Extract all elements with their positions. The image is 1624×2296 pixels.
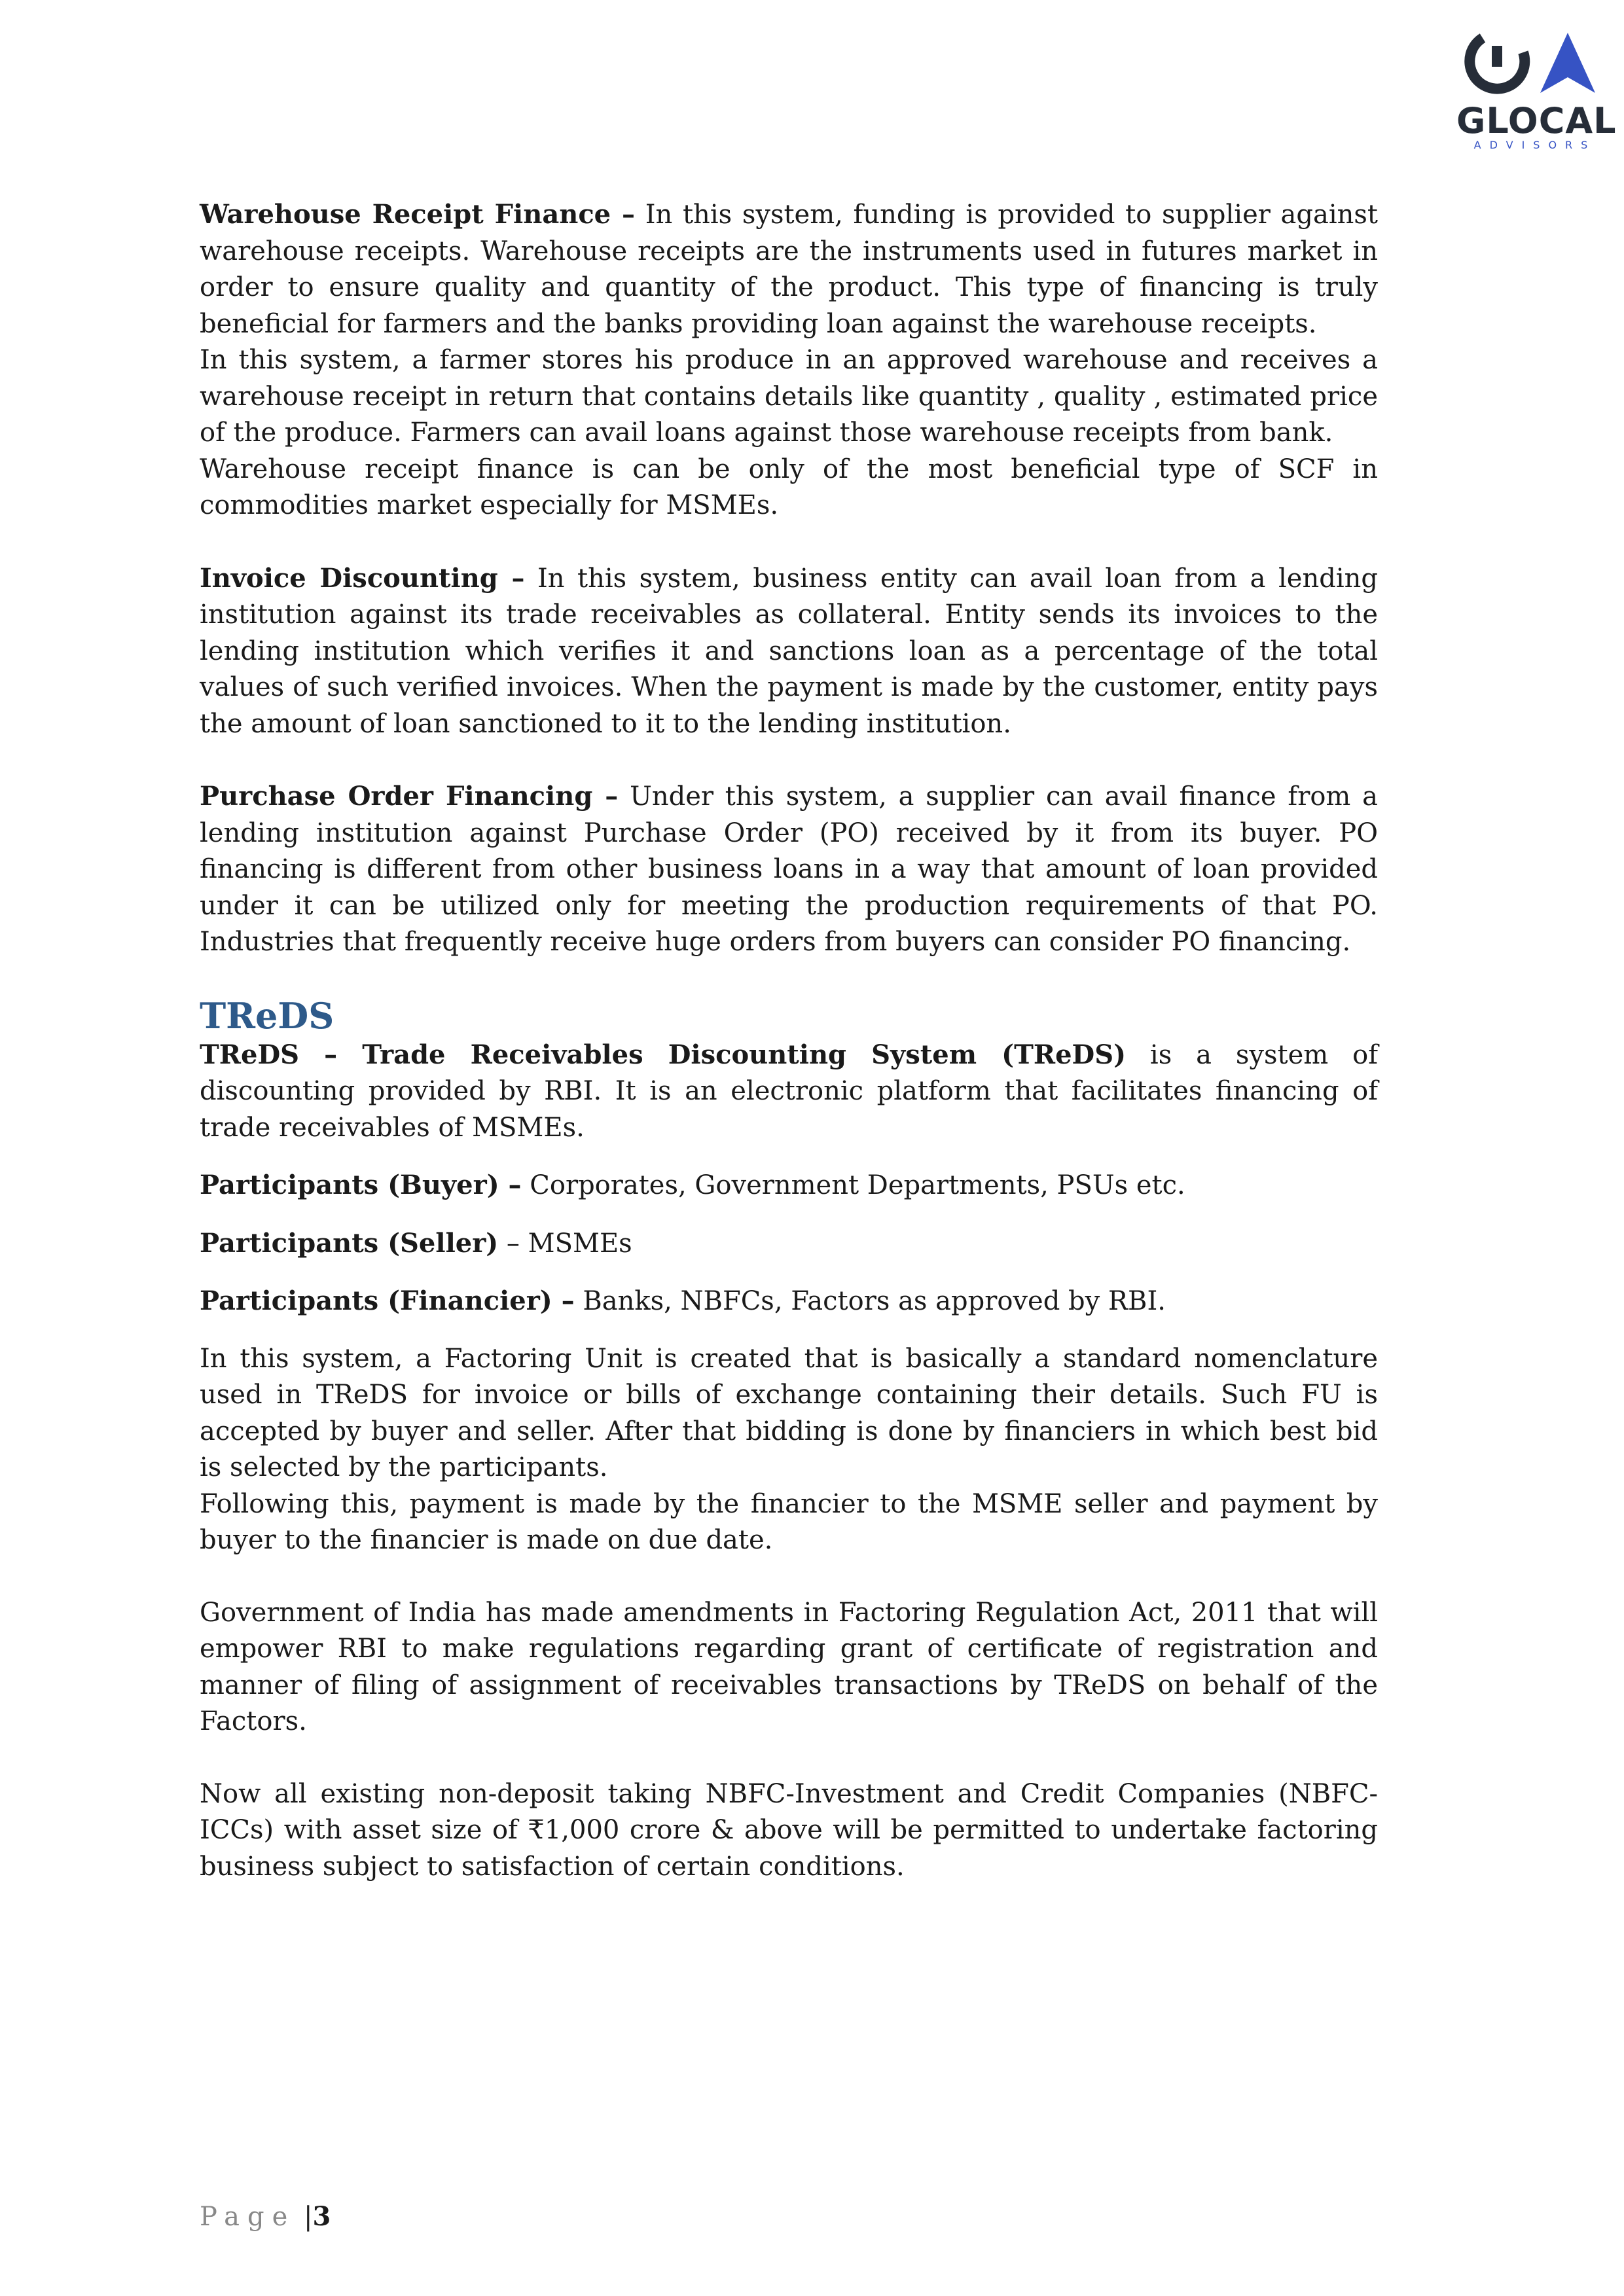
treds-intro-paragraph bbox=[200, 1037, 1378, 1147]
participants-buyer-text: Corporates, Government Departments, PSUs etc. bbox=[521, 1170, 1185, 1200]
participants-buyer bbox=[200, 1167, 1378, 1204]
nbfc-paragraph: Now all existing non-deposit taking NBFC-Investment and Credit Companies (NBFC-ICCs) with asset size of ₹1,000 crore & above will be permitted to undertake factoring business subject to satisfaction of certain conditions. bbox=[200, 1778, 1378, 1882]
po-text: Under this system, a supplier can avail finance from a lending institution against Purchase Order (PO) received by it from its buyer. PO financing is different from other business loans in a way that amount of loan provided under it can be utilized only for meeting the production requirements of that PO. Industries that frequently receive huge orders from buyers can consider PO financing. bbox=[200, 781, 1378, 957]
glocal-advisors-logo bbox=[1456, 26, 1617, 157]
participants-seller-label: Participants (Seller) bbox=[200, 1227, 499, 1259]
page-footer bbox=[200, 2200, 331, 2233]
page-separator: | bbox=[303, 2202, 313, 2232]
logo-name: GLOCAL bbox=[1456, 100, 1617, 141]
warehouse-text-1: In this system, funding is provided to supplier against warehouse receipts. Warehouse receipts are the instruments used in futures market in order to ensure quality and quantity of the product. This type of financing is truly beneficial for farmers and the banks providing loan against the warehouse receipts. bbox=[200, 200, 1379, 339]
treds-intro-text: is a system of discounting provided by RBI. It is an electronic platform that facilitates financing of trade receivables of MSMEs. bbox=[200, 1039, 1378, 1143]
treds-intro-bold: TReDS – Trade Receivables Discounting System (TReDS) bbox=[200, 1039, 1127, 1070]
logo-tagline: ADVISORS bbox=[1473, 139, 1597, 151]
participants-buyer-label: Participants (Buyer) – bbox=[200, 1170, 522, 1200]
government-paragraph: Government of India has made amendments in Factoring Regulation Act, 2011 that will empower RBI to make regulations regarding grant of certificate of registration and manner of filing of assignment of receivables transactions by TReDS on behalf of the Factors. bbox=[200, 1597, 1378, 1736]
treds-heading: TReDS bbox=[200, 994, 334, 1037]
warehouse-title: Warehouse Receipt Finance – bbox=[200, 199, 636, 230]
participants-seller-text: – MSMEs bbox=[498, 1228, 632, 1259]
page-number: 3 bbox=[312, 2201, 331, 2232]
participants-financier-text: Banks, NBFCs, Factors as approved by RBI. bbox=[574, 1286, 1166, 1316]
warehouse-paragraph-2: In this system, a farmer stores his produce in an approved warehouse and receives a warehouse receipt in return that contains details like quantity , quality , estimated price of the produce. Farmers can avail loans against those warehouse receipts from bank. bbox=[200, 345, 1378, 448]
po-paragraph bbox=[200, 778, 1378, 961]
page-content bbox=[200, 196, 1378, 1885]
glocal-logo-mark-icon bbox=[1456, 26, 1614, 105]
po-title: Purchase Order Financing – bbox=[200, 781, 619, 812]
participants-financier-label: Participants (Financier) – bbox=[200, 1285, 575, 1316]
invoice-paragraph bbox=[200, 560, 1378, 743]
following-paragraph: Following this, payment is made by the financier to the MSME seller and payment by buyer to the financier is made on due date. bbox=[200, 1488, 1378, 1555]
participants-financier bbox=[200, 1283, 1378, 1320]
page-label: Page bbox=[200, 2202, 296, 2232]
warehouse-paragraph-1 bbox=[200, 196, 1378, 342]
participants-seller bbox=[200, 1225, 1378, 1263]
warehouse-paragraph-3: Warehouse receipt finance is can be only of the most beneficial type of SCF in commodities market especially for MSMEs. bbox=[200, 454, 1378, 520]
invoice-title: Invoice Discounting – bbox=[200, 562, 525, 594]
factoring-unit-paragraph: In this system, a Factoring Unit is created that is basically a standard nomenclature used in TReDS for invoice or bills of exchange containing their details. Such FU is accepted by buyer and seller. After that bidding is done by financiers in which best bid is selected by the participants. bbox=[200, 1343, 1378, 1482]
invoice-text: In this system, business entity can avail loan from a lending institution against its trade receivables as collateral. Entity sends its invoices to the lending institution which verifies it and sanctions loan as a percentage of the total values of such verified invoices. When the payment is made by the customer, entity pays the amount of loan sanctioned to it to the lending institution. bbox=[200, 563, 1379, 739]
